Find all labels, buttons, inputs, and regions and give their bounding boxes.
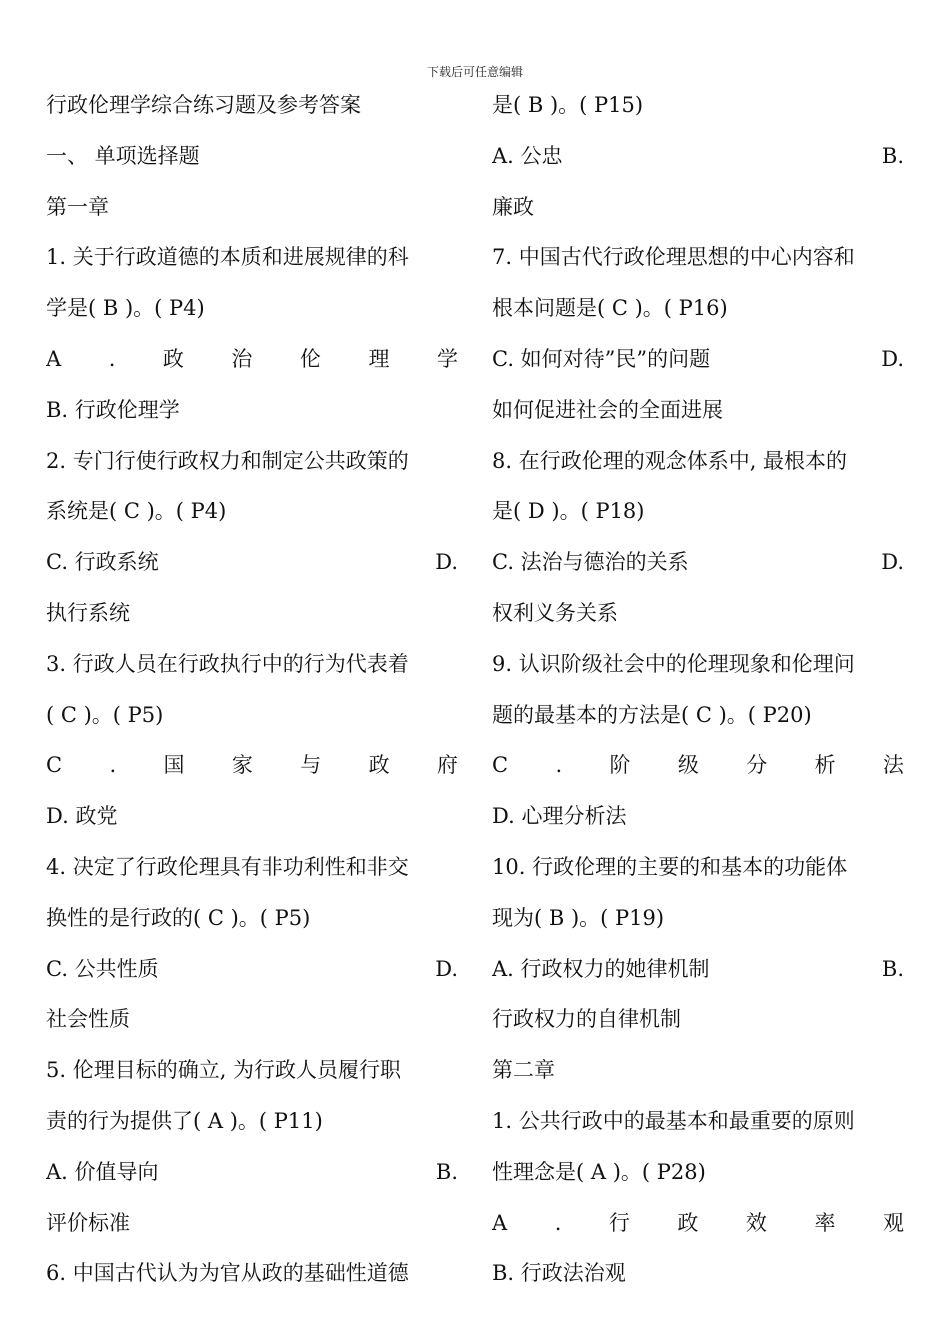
question-text: 换性的是行政的( C )。( P5) [46, 905, 311, 930]
spread-glyph: . [554, 1210, 562, 1235]
option-text: D. [435, 956, 458, 981]
question-text: 性理念是( A )。( P28) [492, 1159, 706, 1184]
question-text: 3. 行政人员在行政执行中的行为代表着 [46, 651, 409, 676]
question-text: 根本问题是( C )。( P16) [492, 296, 728, 321]
document-title: 行政伦理学综合练习题及参考答案 [46, 93, 361, 117]
option-line-spread [492, 1198, 904, 1249]
question-text: 9. 认识阶级社会中的伦理现象和伦理问 [492, 651, 855, 676]
question-text: 学是( B )。( P4) [46, 296, 205, 321]
spread-glyph: 法 [882, 753, 904, 778]
page-header: 下载后可任意编辑 [426, 65, 523, 79]
option-line: 评价标准 [46, 1210, 130, 1235]
spread-glyph: 观 [882, 1210, 904, 1235]
option-line: B. 行政伦理学 [46, 397, 180, 422]
question-text: ( C )。( P5) [46, 702, 164, 727]
option-line: 如何促进社会的全面进展 [492, 397, 723, 422]
spread-glyph: 治 [231, 346, 253, 371]
option-line: 权利义务关系 [492, 600, 618, 625]
spread-glyph: 与 [300, 753, 322, 778]
spread-glyph: 家 [231, 753, 253, 778]
option-line-spread [46, 740, 458, 791]
option-line [492, 334, 904, 385]
option-line: 行政权力的自律机制 [492, 1007, 681, 1032]
option-line: 社会性质 [46, 1007, 130, 1032]
option-line: B. 行政法治观 [492, 1261, 626, 1286]
spread-glyph: 国 [163, 753, 185, 778]
question-text: 题的最基本的方法是( C )。( P20) [492, 702, 812, 727]
spread-glyph: 级 [677, 753, 699, 778]
option-text: C. 如何对待”民”的问题 [492, 346, 711, 371]
question-text: 4. 决定了行政伦理具有非功利性和非交 [46, 854, 409, 879]
option-line: D. 政党 [46, 804, 118, 829]
option-text: D. [435, 550, 458, 575]
option-text: B. [881, 956, 904, 981]
spread-glyph: . [109, 753, 117, 778]
question-text: 是( D )。( P18) [492, 499, 645, 524]
question-text: 责的行为提供了( A )。( P11) [46, 1108, 323, 1133]
option-line [46, 1147, 458, 1198]
spread-glyph: . [108, 346, 116, 371]
option-text: A. 价值导向 [46, 1159, 159, 1184]
question-text: 现为( B )。( P19) [492, 905, 665, 930]
question-text: 7. 中国古代行政伦理思想的中心内容和 [492, 245, 855, 270]
option-line [492, 944, 904, 995]
option-line [492, 131, 904, 182]
option-line [46, 944, 458, 995]
option-text: B. [435, 1159, 458, 1184]
section-heading: 一、 单项选择题 [46, 143, 200, 168]
spread-glyph: . [555, 753, 563, 778]
spread-glyph: 行 [608, 1210, 630, 1235]
spread-glyph: 析 [814, 753, 836, 778]
option-text: C. 行政系统 [46, 550, 159, 575]
option-line-spread [492, 740, 904, 791]
spread-glyph: C [46, 753, 63, 778]
spread-glyph: 政 [162, 346, 184, 371]
option-line [46, 537, 458, 588]
option-text: B. [881, 143, 904, 168]
question-text: 10. 行政伦理的主要的和基本的功能体 [492, 854, 848, 879]
question-text: 8. 在行政伦理的观念体系中, 最根本的 [492, 448, 848, 473]
spread-glyph: 分 [746, 753, 768, 778]
right-column [492, 80, 904, 1299]
question-text: 系统是( C )。( P4) [46, 499, 227, 524]
option-text: D. [881, 550, 904, 575]
option-line [492, 537, 904, 588]
option-line-spread [46, 334, 458, 385]
chapter-heading: 第二章 [492, 1058, 555, 1083]
spread-glyph: A [46, 346, 62, 371]
option-text: A. 公忠 [492, 143, 563, 168]
chapter-heading: 第一章 [46, 194, 109, 219]
question-text: 2. 专门行使行政权力和制定公共政策的 [46, 448, 409, 473]
spread-glyph: 学 [436, 346, 458, 371]
spread-glyph: 府 [436, 753, 458, 778]
spread-glyph: 政 [677, 1210, 699, 1235]
option-text: C. 公共性质 [46, 956, 159, 981]
option-line: D. 心理分析法 [492, 804, 627, 829]
spread-glyph: 政 [368, 753, 390, 778]
option-text: C. 法治与德治的关系 [492, 550, 689, 575]
left-column [46, 80, 458, 1299]
option-text: D. [881, 346, 904, 371]
spread-glyph: 理 [368, 346, 390, 371]
question-text: 6. 中国古代认为为官从政的基础性道德 [46, 1261, 409, 1286]
question-text: 1. 关于行政道德的本质和进展规律的科 [46, 245, 409, 270]
spread-glyph: 效 [745, 1210, 767, 1235]
question-text: 1. 公共行政中的最基本和最重要的原则 [492, 1108, 855, 1133]
question-text: 5. 伦理目标的确立, 为行政人员履行职 [46, 1058, 402, 1083]
spread-glyph: C [492, 753, 509, 778]
spread-glyph: A [492, 1210, 508, 1235]
spread-glyph: 伦 [299, 346, 321, 371]
question-text: 是( B )。( P15) [492, 93, 644, 117]
option-line: 执行系统 [46, 600, 130, 625]
option-line: 廉政 [492, 194, 534, 219]
spread-glyph: 率 [814, 1210, 836, 1235]
spread-glyph: 阶 [609, 753, 631, 778]
option-text: A. 行政权力的她律机制 [492, 956, 710, 981]
